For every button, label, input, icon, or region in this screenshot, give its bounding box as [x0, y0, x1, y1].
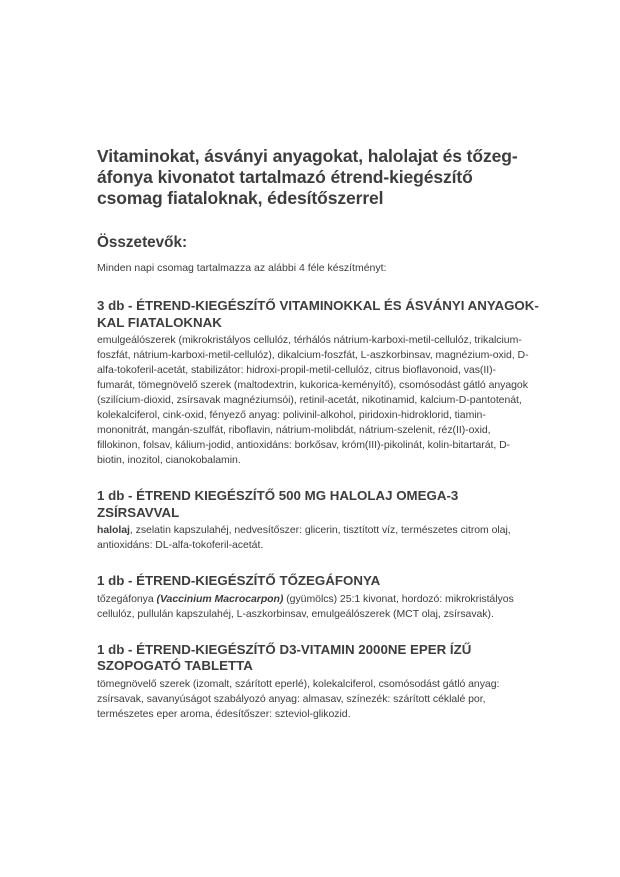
fish-oil-body-rest: , zselatin kapszulahéj, nedvesítőszer: glicerin, tisztított víz, természetes citrom olaj, antioxidáns: DL-alfa-tokoferil-acetát.: [97, 524, 511, 551]
section-heading-line: KAL FIATALOKNAK: [97, 314, 222, 330]
ingredients-heading: Összetevők:: [97, 234, 188, 251]
document-content: [97, 146, 539, 742]
product-title-line-1: Vitaminokat, ásványi anyagokat, halolajat és tőzeg-: [97, 146, 518, 166]
section-d3-vitamin-body: tömegnövelő szerek (izomalt, szárított eperlé), kolekalciferol, csomósodást gátló anyag: zsírsavak, savanyúságot szabályozó anyag: almasav, színezék: szárított céklalé por, természetes eper aroma, édesítőszer: szteviol-glikozid.: [97, 677, 500, 720]
cranberry-latin-name: (Vaccinium Macrocarpon): [156, 592, 284, 605]
product-title-line-3: csomag fiataloknak, édesítőszerrel: [97, 188, 384, 208]
section-heading-line: 1 db - ÉTREND-KIEGÉSZÍTŐ D3-VITAMIN 2000NE EPER ÍZŰ: [97, 641, 472, 657]
section-fish-oil-body: [97, 523, 534, 553]
section-cranberry-heading: [97, 573, 534, 590]
section-heading-line: SZOPOGATÓ TABLETTA: [97, 658, 253, 673]
section-vitamins-minerals-body: emulgeálószerek (mikrokristályos cellulóz, térhálós nátrium-karboxi-metil-cellulóz, trikalcium-foszfát, nátrium-karboxi-metil-cellulóz), dikalcium-foszfát, L-aszkorbinsav, magnézium-oxid, D-alfa-tokoferil-acetát, stabilizátor: hidroxi-propil-metil-cellulóz, citrus bioflavonoid, vas(II)-fumarát, tömegnövelő szerek (maltodextrin, kukorica-keményítő), csomósodást gátló anyagok (szilícium-dioxid, zsírsavak magnéziumsói), retinil-acetát, nikotinamid, kalcium-D-pantotenát, kolekalciferol, cink-oxid, fényező anyag: polivinil-alkohol, piridoxin-hidroklorid, tiamin-mononitrát, mangán-szulfát, riboflavin, nátrium-molibdát, nátrium-szelenit, réz(II)-oxid, fillokinon, folsav, kálium-jodid, antioxidáns: borkősav, króm(III)-pikolinát, kolin-bitartarát, D-biotin, inozitol, cianokobalamin.: [97, 334, 529, 466]
section-cranberry: [97, 573, 534, 622]
section-heading-line: 3 db - ÉTREND-KIEGÉSZÍTŐ VITAMINOKKAL ÉS ÁSVÁNYI ANYAGOK-: [97, 298, 539, 313]
section-heading-line: 1 db - ÉTREND-KIEGÉSZÍTŐ TŐZEGÁFONYA: [97, 573, 381, 588]
cranberry-body-pre: tőzegáfonya: [97, 592, 157, 605]
product-title: [97, 146, 534, 209]
ingredients-intro: Minden napi csomag tartalmazza az alábbi 4 féle készítményt:: [97, 262, 387, 274]
section-d3-vitamin-heading: [97, 642, 534, 675]
product-title-line-2: áfonya kivonatot tartalmazó étrend-kiegészítő: [97, 167, 473, 187]
cranberry-body-rest: (gyümölcs) 25:1 kivonat, hordozó: mikrokristályos cellulóz, pullulán kapszulahéj, L-aszkorbinsav, emulgeálószerek (MCT olaj, zsírsavak).: [97, 592, 514, 620]
section-d3-vitamin: [97, 642, 534, 722]
section-vitamins-minerals-heading: [97, 298, 539, 331]
section-fish-oil-heading: [97, 488, 534, 521]
section-vitamins-minerals: [97, 298, 539, 468]
section-fish-oil: [97, 488, 534, 553]
section-heading-line: 1 db - ÉTREND KIEGÉSZÍTŐ 500 MG HALOLAJ OMEGA-3: [97, 488, 459, 503]
section-cranberry-body: [97, 592, 534, 622]
fish-oil-lead-bold: halolaj: [97, 524, 130, 536]
section-heading-line: ZSÍRSAVVAL: [97, 504, 180, 520]
